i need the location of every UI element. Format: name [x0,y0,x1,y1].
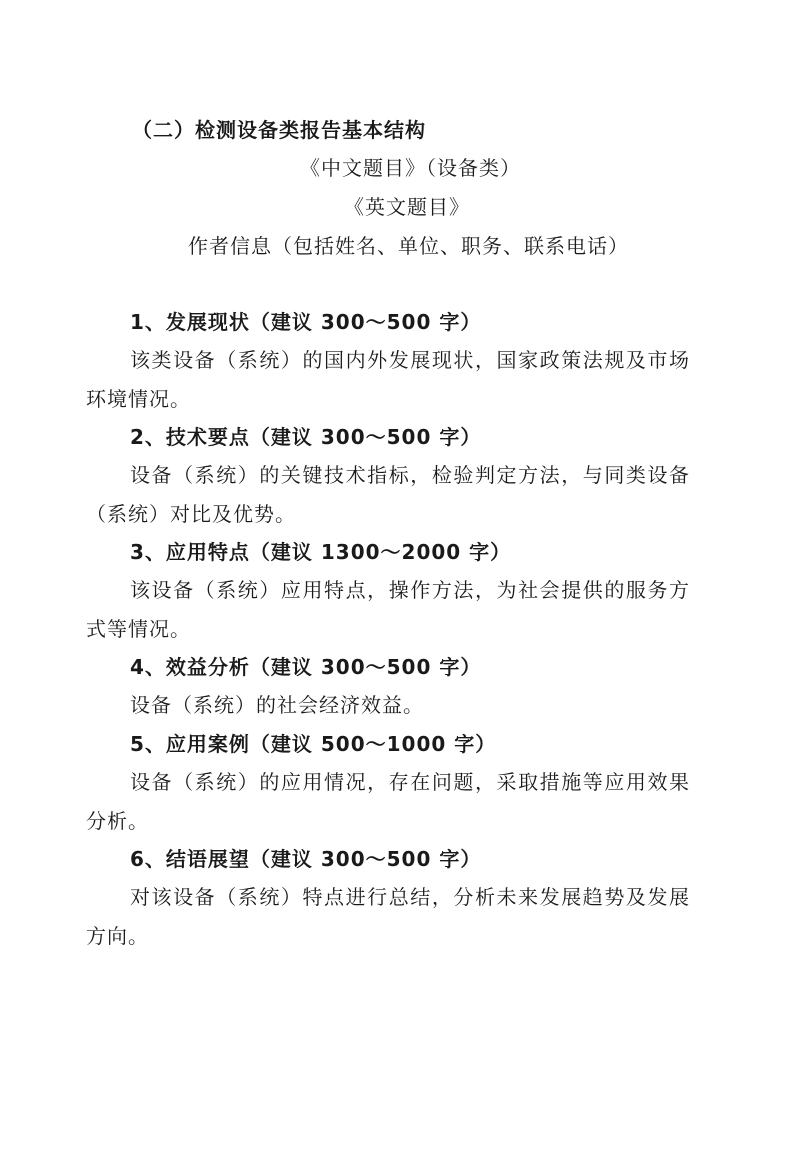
section-heading-4: 4、效益分析（建议 300～500 字） [130,655,482,679]
section-title: （二）检测设备类报告基本结构 [132,118,426,142]
english-title-placeholder: 《英文题目》 [344,195,470,219]
section-heading-5: 5、应用案例（建议 500～1000 字） [130,732,497,756]
section-heading-2: 2、技术要点（建议 300～500 字） [130,425,482,449]
section-body-line: 对该设备（系统）特点进行总结，分析未来发展趋势及发展 [130,885,690,909]
section-heading-6: 6、结语展望（建议 300～500 字） [130,847,482,871]
section-heading-1: 1、发展现状（建议 300～500 字） [130,310,482,334]
section-body-line: 设备（系统）的关键技术指标，检验判定方法，与同类设备 [130,463,690,487]
section-body-line: 环境情况。 [86,387,191,411]
section-body-line: 设备（系统）的社会经济效益。 [130,693,424,717]
section-body-line: 分析。 [86,809,149,833]
section-body-line: 该类设备（系统）的国内外发展现状，国家政策法规及市场 [130,348,690,372]
section-body-line: 方向。 [86,924,149,948]
section-body-line: 设备（系统）的应用情况，存在问题，采取措施等应用效果 [130,770,690,794]
section-body-line: 该设备（系统）应用特点，操作方法，为社会提供的服务方 [130,578,690,602]
author-info: 作者信息（包括姓名、单位、职务、联系电话） [188,234,629,258]
section-body-line: 式等情况。 [86,617,191,641]
section-body-line: （系统）对比及优势。 [86,502,296,526]
chinese-title-placeholder: 《中文题目》（设备类） [300,156,521,180]
section-heading-3: 3、应用特点（建议 1300～2000 字） [130,540,512,564]
